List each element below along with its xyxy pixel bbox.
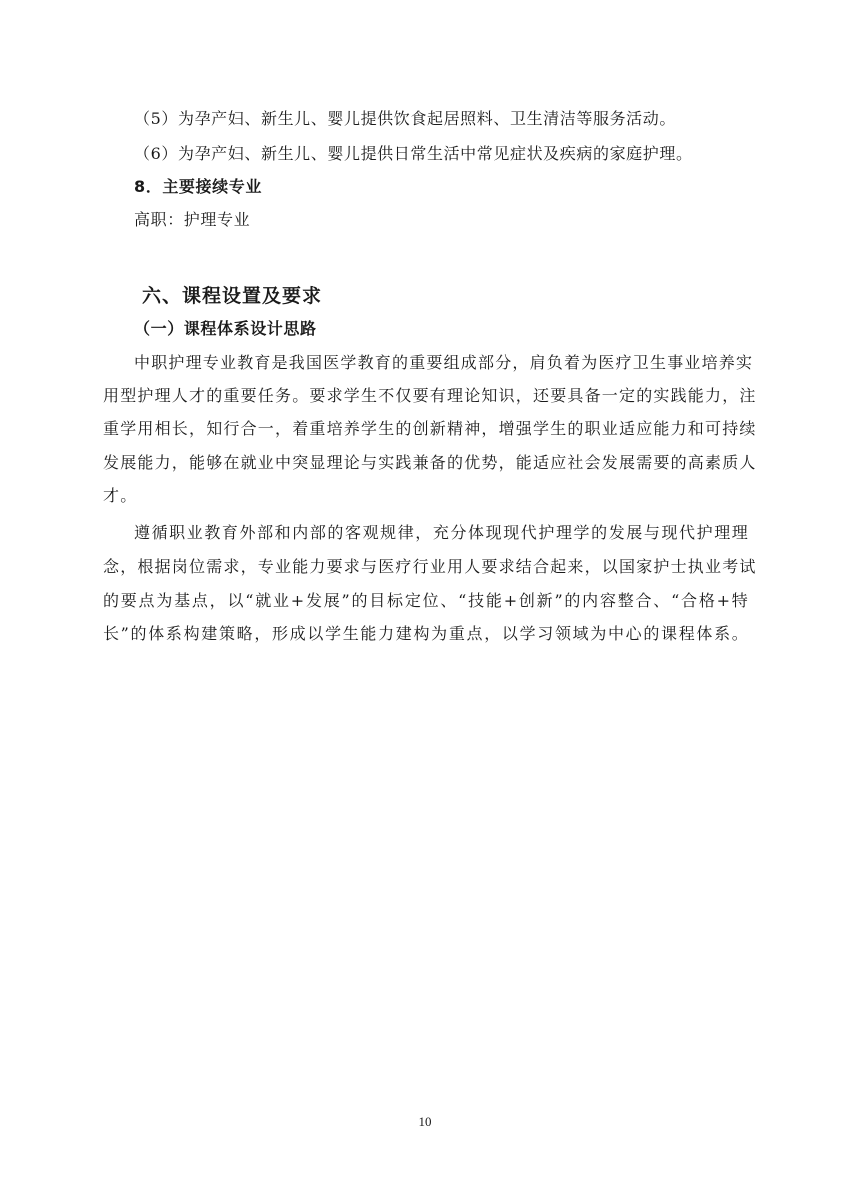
paragraph-1-line-3: 重学用相长，知行合一，着重培养学生的创新精神，增强学生的职业适应能力和可持续 [103, 419, 757, 438]
section-6-title: 六、课程设置及要求 [142, 285, 323, 307]
paragraph-1-line-1: 中职护理专业教育是我国医学教育的重要组成部分，肩负着为医疗卫生事业培养实 [134, 353, 754, 372]
paragraph-1-line-2: 用型护理人才的重要任务。要求学生不仅要有理论知识，还要具备一定的实践能力，注 [103, 386, 757, 405]
paragraph-2-line-3: 的要点为基点，以“就业+发展”的目标定位、“技能+创新”的内容整合、“合格+特 [103, 591, 749, 610]
subsection-1-title: （一）课程体系设计思路 [134, 319, 317, 338]
list-item-6: （6）为孕产妇、新生儿、婴儿提供日常生活中常见症状及疾病的家庭护理。 [134, 144, 693, 163]
page-number: 10 [418, 1114, 432, 1129]
section-8-title: 8．主要接续专业 [134, 177, 262, 196]
paragraph-2-line-1: 遵循职业教育外部和内部的客观规律，充分体现现代护理学的发展与现代护理理 [134, 523, 749, 542]
paragraph-2-line-4: 长”的体系构建策略，形成以学生能力建构为重点，以学习领域为中心的课程体系。 [103, 624, 749, 643]
paragraph-1-line-5: 才。 [103, 486, 138, 505]
list-item-5: （5）为孕产妇、新生儿、婴儿提供饮食起居照料、卫生清洁等服务活动。 [134, 109, 676, 128]
section-8-content: 高职：护理专业 [134, 210, 251, 229]
paragraph-1-line-4: 发展能力，能够在就业中突显理论与实践兼备的优势，能适应社会发展需要的高素质人 [103, 453, 757, 472]
paragraph-2-line-2: 念，根据岗位需求，专业能力要求与医疗行业用人要求结合起来，以国家护士执业考试 [103, 557, 757, 576]
